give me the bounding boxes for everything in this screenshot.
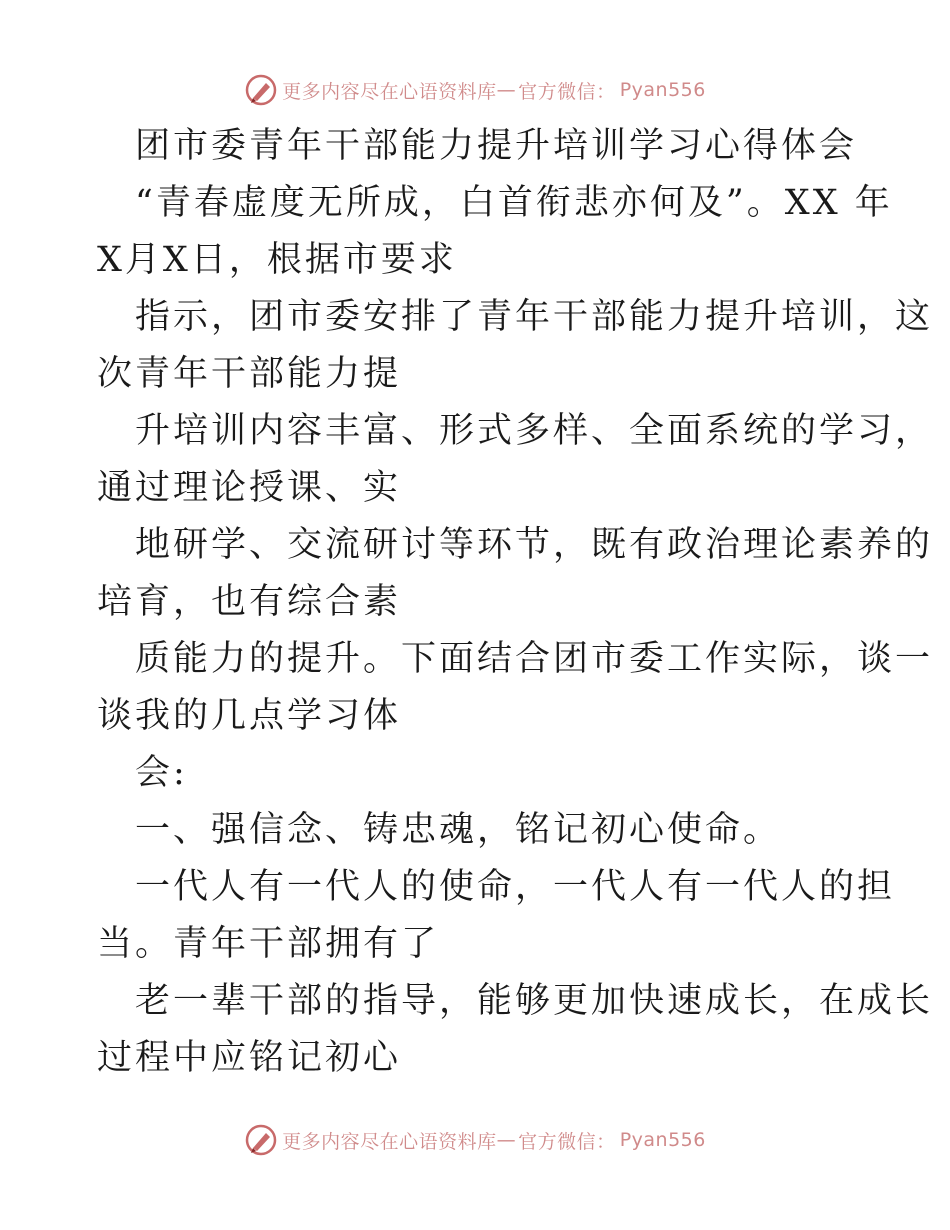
paragraph-line: X月X日，根据市要求 bbox=[97, 240, 457, 280]
banner-text: 更多内容尽在心语资料库 bbox=[282, 80, 497, 103]
paragraph-line: 培育，也有综合素 bbox=[97, 582, 402, 622]
paragraph-line: 过程中应铭记初心 bbox=[97, 1038, 402, 1078]
banner-wechat-id: Pyan556 bbox=[619, 79, 706, 101]
paragraph-line: 老一辈干部的指导，能够更加快速成长，在成长 bbox=[135, 981, 934, 1021]
header-banner bbox=[0, 70, 950, 110]
banner-text: 更多内容尽在心语资料库 bbox=[282, 1130, 497, 1153]
pen-logo-icon bbox=[244, 1123, 278, 1157]
paragraph-line: 质能力的提升。下面结合团市委工作实际，谈一 bbox=[135, 639, 934, 679]
banner-wechat-label: 官方微信： bbox=[518, 80, 616, 103]
banner-dash: — bbox=[496, 79, 517, 101]
paragraph-line: 会: bbox=[135, 753, 188, 793]
document-title: 团市委青年干部能力提升培训学习心得体会 bbox=[135, 126, 858, 166]
paragraph-line: 当。青年干部拥有了 bbox=[97, 924, 440, 964]
paragraph-line: 升培训内容丰富、形式多样、全面系统的学习， bbox=[135, 411, 934, 451]
paragraph-line: 指示，团市委安排了青年干部能力提升培训，这 bbox=[135, 297, 934, 337]
paragraph-line: 一代人有一代人的使命，一代人有一代人的担 bbox=[135, 867, 896, 907]
banner-wechat-label: 官方微信： bbox=[518, 1130, 616, 1153]
banner-wechat-id: Pyan556 bbox=[619, 1129, 706, 1151]
section-heading: 一、强信念、铸忠魂，铭记初心使命。 bbox=[135, 810, 782, 850]
paragraph-line: 次青年干部能力提 bbox=[97, 354, 402, 394]
pen-logo-icon bbox=[244, 73, 278, 107]
document-body bbox=[97, 118, 934, 1087]
banner-dash: — bbox=[496, 1129, 517, 1151]
paragraph-line: “青春虚度无所成，白首衔悲亦何及”。XX 年 bbox=[135, 183, 893, 223]
footer-banner bbox=[0, 1120, 950, 1160]
paragraph-line: 通过理论授课、实 bbox=[97, 468, 402, 508]
paragraph-line: 地研学、交流研讨等环节，既有政治理论素养的 bbox=[135, 525, 934, 565]
paragraph-line: 谈我的几点学习体 bbox=[97, 696, 402, 736]
